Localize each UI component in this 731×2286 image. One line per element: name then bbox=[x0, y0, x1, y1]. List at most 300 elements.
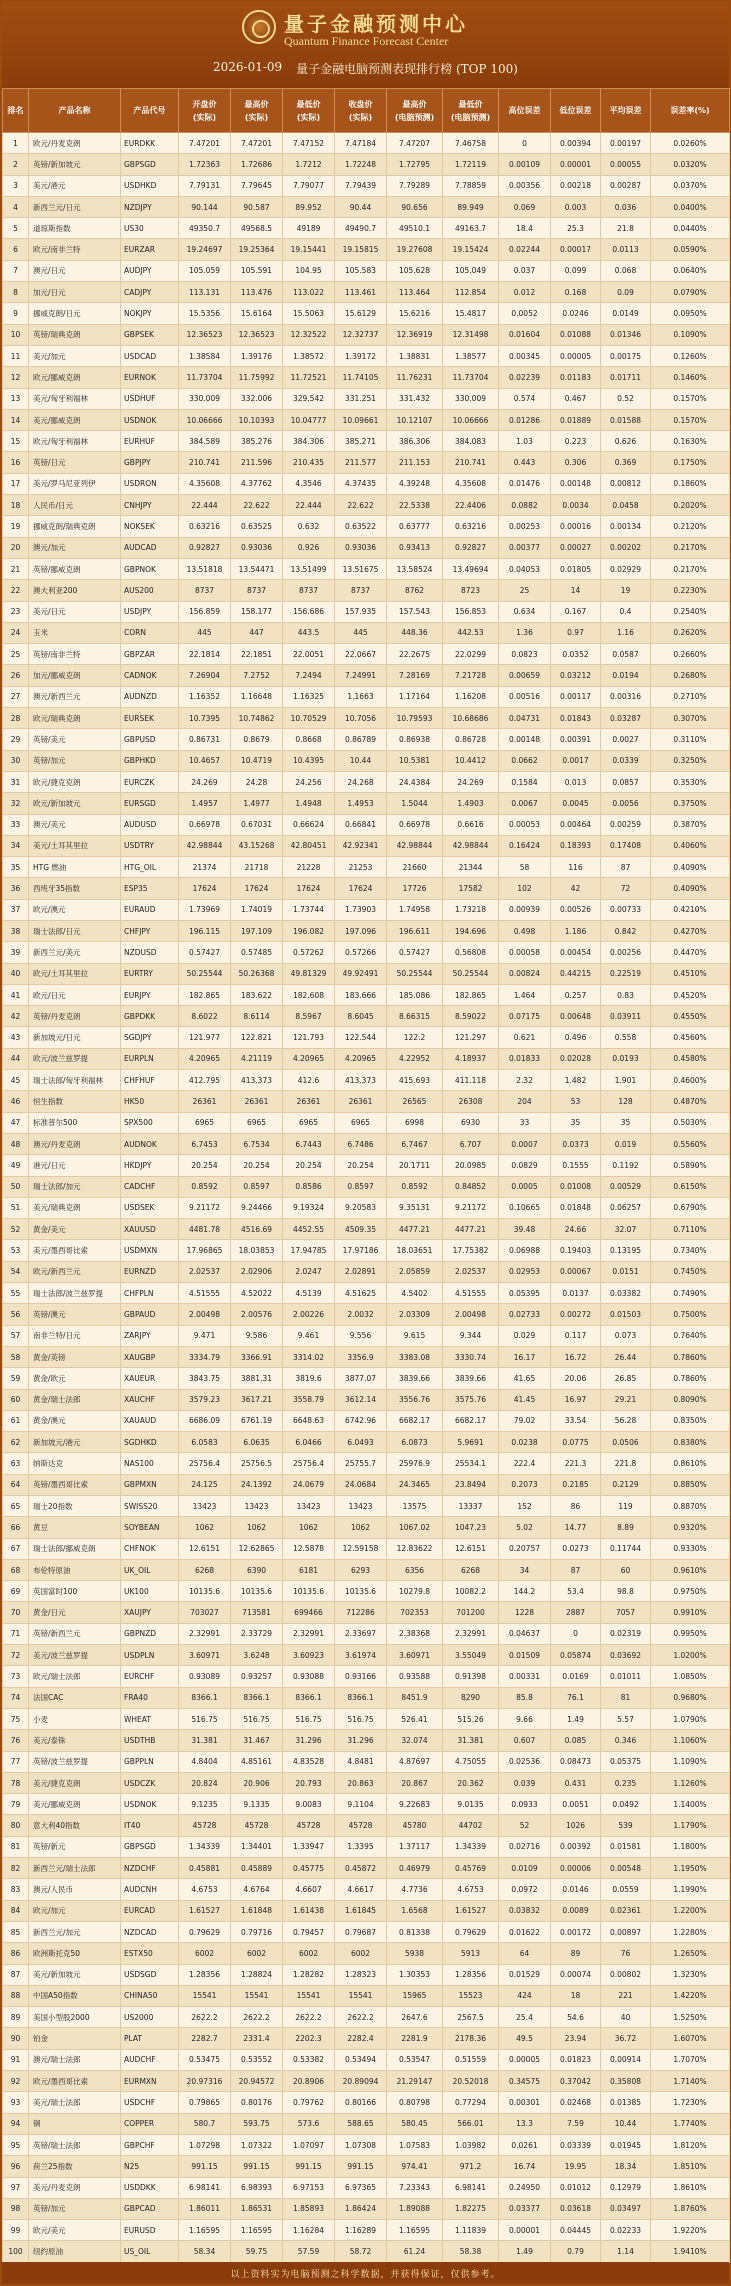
value-cell: 0.0261 bbox=[499, 2134, 551, 2155]
value-cell: 9.0083 bbox=[283, 1794, 335, 1815]
product-code-cell: AUDCNH bbox=[121, 1879, 179, 1900]
table-row bbox=[3, 1879, 730, 1900]
value-cell: 1.72795 bbox=[387, 154, 443, 175]
value-cell: 4477.21 bbox=[387, 1219, 443, 1240]
table-row bbox=[3, 984, 730, 1005]
value-cell: 35 bbox=[601, 1112, 651, 1133]
product-code-cell: NZDUSD bbox=[121, 942, 179, 963]
table-row bbox=[3, 516, 730, 537]
value-cell: 442.53 bbox=[443, 622, 499, 643]
value-cell: 0.306 bbox=[551, 452, 601, 473]
value-cell: 19.95 bbox=[551, 2156, 601, 2177]
value-cell: 1.8510% bbox=[651, 2156, 730, 2177]
value-cell: 4.3546 bbox=[283, 473, 335, 494]
table-row bbox=[3, 963, 730, 984]
value-cell: 13337 bbox=[443, 1496, 499, 1517]
value-cell: 4516.69 bbox=[231, 1219, 283, 1240]
value-cell: 991.15 bbox=[179, 2156, 231, 2177]
rank-cell: 73 bbox=[3, 1666, 29, 1687]
value-cell: 6.7486 bbox=[335, 1133, 387, 1154]
value-cell: 4.51555 bbox=[179, 1283, 231, 1304]
value-cell: 0.2710% bbox=[651, 686, 730, 707]
table-row bbox=[3, 1453, 730, 1474]
value-cell: 0.1192 bbox=[601, 1155, 651, 1176]
value-cell: 7.47201 bbox=[179, 133, 231, 154]
value-cell: 9.19324 bbox=[283, 1197, 335, 1218]
value-cell: 1.1400% bbox=[651, 1794, 730, 1815]
value-cell: 15.5063 bbox=[283, 303, 335, 324]
value-cell: 1.16284 bbox=[283, 2220, 335, 2241]
value-cell: 1.16595 bbox=[231, 2220, 283, 2241]
value-cell: 0.80798 bbox=[387, 2092, 443, 2113]
value-cell: 53.4 bbox=[551, 1581, 601, 1602]
value-cell: 6002 bbox=[335, 1943, 387, 1964]
value-cell: 2622.2 bbox=[231, 2007, 283, 2028]
rank-cell: 45 bbox=[3, 1070, 29, 1091]
value-cell: 3.55049 bbox=[443, 1645, 499, 1666]
value-cell: 526.41 bbox=[387, 1708, 443, 1729]
column-header: 最高价 (实际) bbox=[231, 89, 283, 133]
value-cell: 6.7453 bbox=[179, 1133, 231, 1154]
value-cell: 20.8906 bbox=[283, 2071, 335, 2092]
value-cell: 0.66978 bbox=[387, 814, 443, 835]
product-name-cell: 英国富时100 bbox=[29, 1581, 121, 1602]
value-cell: 4.6753 bbox=[443, 1879, 499, 1900]
value-cell: 9.22683 bbox=[387, 1794, 443, 1815]
value-cell: 0.00659 bbox=[499, 665, 551, 686]
value-cell: 0.0273 bbox=[551, 1538, 601, 1559]
value-cell: 50.26368 bbox=[231, 963, 283, 984]
value-cell: 36.72 bbox=[601, 2028, 651, 2049]
value-cell: 4.35608 bbox=[179, 473, 231, 494]
product-code-cell: GBPJPY bbox=[121, 452, 179, 473]
product-name-cell: 法国CAC bbox=[29, 1687, 121, 1708]
value-cell: 24.3465 bbox=[387, 1474, 443, 1495]
value-cell: 17582 bbox=[443, 878, 499, 899]
value-cell: 2.0032 bbox=[335, 1304, 387, 1325]
value-cell: 6648.63 bbox=[283, 1410, 335, 1431]
table-row bbox=[3, 1283, 730, 1304]
product-name-cell: 中国A50指数 bbox=[29, 1985, 121, 2006]
value-cell: 1.16352 bbox=[179, 686, 231, 707]
product-code-cell: XAUCHF bbox=[121, 1389, 179, 1410]
rank-cell: 21 bbox=[3, 558, 29, 579]
value-cell: 1.73744 bbox=[283, 899, 335, 920]
value-cell: 2.32991 bbox=[443, 1623, 499, 1644]
product-code-cell: CHFJPY bbox=[121, 920, 179, 941]
value-cell: 445 bbox=[335, 622, 387, 643]
value-cell: 1.0200% bbox=[651, 1645, 730, 1666]
table-row bbox=[3, 1708, 730, 1729]
product-name-cell: 英镑/加元 bbox=[29, 2198, 121, 2219]
product-name-cell: 英镑/美元 bbox=[29, 729, 121, 750]
value-cell: 0.4560% bbox=[651, 1027, 730, 1048]
footer-disclaimer: 以上资料实为电脑预测之科学数据，并获得保证，仅供参考。 bbox=[2, 2262, 729, 2284]
value-cell: 1.73903 bbox=[335, 899, 387, 920]
value-cell: 0.53494 bbox=[335, 2049, 387, 2070]
table-row bbox=[3, 409, 730, 430]
value-cell: 102 bbox=[499, 878, 551, 899]
value-cell: 0.9320% bbox=[651, 1517, 730, 1538]
value-cell: 10.04777 bbox=[283, 409, 335, 430]
value-cell: 329.542 bbox=[283, 388, 335, 409]
value-cell: 58.34 bbox=[179, 2241, 231, 2262]
rank-cell: 72 bbox=[3, 1645, 29, 1666]
value-cell: 0.07175 bbox=[499, 1006, 551, 1027]
product-code-cell: EURCAD bbox=[121, 1900, 179, 1921]
value-cell: 6002 bbox=[179, 1943, 231, 1964]
value-cell: 0.00301 bbox=[499, 2092, 551, 2113]
rank-cell: 83 bbox=[3, 1879, 29, 1900]
value-cell: 22.0299 bbox=[443, 644, 499, 665]
product-name-cell: 英镑/新西兰元 bbox=[29, 1623, 121, 1644]
table-row bbox=[3, 1645, 730, 1666]
value-cell: 1.2200% bbox=[651, 1900, 730, 1921]
value-cell: 76.1 bbox=[551, 1687, 601, 1708]
value-cell: 121.977 bbox=[179, 1027, 231, 1048]
value-cell: 0.0045 bbox=[551, 793, 601, 814]
value-cell: 10.79593 bbox=[387, 708, 443, 729]
product-name-cell: 英镑/南非兰特 bbox=[29, 644, 121, 665]
value-cell: 8.89 bbox=[601, 1517, 651, 1538]
product-name-cell: 港元/日元 bbox=[29, 1155, 121, 1176]
value-cell: 0.01843 bbox=[551, 708, 601, 729]
value-cell: 2.38368 bbox=[387, 1623, 443, 1644]
value-cell: 7.78859 bbox=[443, 175, 499, 196]
value-cell: 42.80451 bbox=[283, 835, 335, 856]
product-code-cell: ZARJPY bbox=[121, 1325, 179, 1346]
value-cell: 0.431 bbox=[551, 1772, 601, 1793]
value-cell: 0.57262 bbox=[283, 942, 335, 963]
value-cell: 12.32737 bbox=[335, 324, 387, 345]
value-cell: 703027 bbox=[179, 1602, 231, 1623]
value-cell: 1.86011 bbox=[179, 2198, 231, 2219]
product-name-cell: 欧元/匈牙利福林 bbox=[29, 431, 121, 452]
value-cell: 0.2680% bbox=[651, 665, 730, 686]
value-cell: 0.0052 bbox=[499, 303, 551, 324]
value-cell: 0.02929 bbox=[601, 558, 651, 579]
value-cell: 0.02953 bbox=[499, 1261, 551, 1282]
value-cell: 0.00939 bbox=[499, 899, 551, 920]
value-cell: 158.177 bbox=[231, 601, 283, 622]
value-cell: 0.46979 bbox=[387, 1858, 443, 1879]
product-name-cell: 欧元/捷克克朗 bbox=[29, 771, 121, 792]
value-cell: 0.0662 bbox=[499, 750, 551, 771]
value-cell: 0.44215 bbox=[551, 963, 601, 984]
product-code-cell: SGDJPY bbox=[121, 1027, 179, 1048]
value-cell: 1062 bbox=[231, 1517, 283, 1538]
value-cell: 10082.2 bbox=[443, 1581, 499, 1602]
value-cell: 0.2129 bbox=[601, 1474, 651, 1495]
value-cell: 0.01476 bbox=[499, 473, 551, 494]
value-cell: 21344 bbox=[443, 857, 499, 878]
value-cell: 13.51675 bbox=[335, 558, 387, 579]
rank-cell: 56 bbox=[3, 1304, 29, 1325]
product-code-cell: US_OIL bbox=[121, 2241, 179, 2262]
product-name-cell: 澳元/瑞士法郎 bbox=[29, 2049, 121, 2070]
value-cell: 0.79716 bbox=[231, 1921, 283, 1942]
report-title bbox=[2, 60, 729, 77]
value-cell: 1.36 bbox=[499, 622, 551, 643]
table-row bbox=[3, 920, 730, 941]
value-cell: 10.70529 bbox=[283, 708, 335, 729]
table-row bbox=[3, 1432, 730, 1453]
table-row bbox=[3, 2007, 730, 2028]
value-cell: 0.8850% bbox=[651, 1474, 730, 1495]
value-cell: 516.75 bbox=[335, 1708, 387, 1729]
product-code-cell: NZDCAD bbox=[121, 1921, 179, 1942]
value-cell: 539 bbox=[601, 1815, 651, 1836]
value-cell: 89 bbox=[551, 1943, 601, 1964]
value-cell: 121.793 bbox=[283, 1027, 335, 1048]
value-cell: 122.544 bbox=[335, 1027, 387, 1048]
value-cell: 3556.76 bbox=[387, 1389, 443, 1410]
value-cell: 7.23343 bbox=[387, 2177, 443, 2198]
value-cell: 0.00005 bbox=[499, 2049, 551, 2070]
value-cell: 15.6129 bbox=[335, 303, 387, 324]
product-code-cell: GBPUSD bbox=[121, 729, 179, 750]
product-name-cell: 英镑/瑞典克朗 bbox=[29, 324, 121, 345]
product-code-cell: USDTHB bbox=[121, 1730, 179, 1751]
value-cell: 991.15 bbox=[283, 2156, 335, 2177]
value-cell: 0.5030% bbox=[651, 1112, 730, 1133]
table-row bbox=[3, 367, 730, 388]
rank-cell: 27 bbox=[3, 686, 29, 707]
product-code-cell: EURNOK bbox=[121, 367, 179, 388]
value-cell: 39.48 bbox=[499, 1219, 551, 1240]
value-cell: 0.10665 bbox=[499, 1197, 551, 1218]
value-cell: 0.01385 bbox=[601, 2092, 651, 2113]
rank-cell: 12 bbox=[3, 367, 29, 388]
value-cell: 0.1860% bbox=[651, 473, 730, 494]
value-cell: 0.63525 bbox=[231, 516, 283, 537]
value-cell: 72 bbox=[601, 878, 651, 899]
value-cell: 0.8610% bbox=[651, 1453, 730, 1474]
product-code-cell: HKDJPY bbox=[121, 1155, 179, 1176]
column-header: 误差率(%) bbox=[651, 89, 730, 133]
value-cell: 0.842 bbox=[601, 920, 651, 941]
value-cell: 0.92827 bbox=[179, 537, 231, 558]
value-cell: 0.7110% bbox=[651, 1219, 730, 1240]
value-cell: 197.109 bbox=[231, 920, 283, 941]
value-cell: 157.935 bbox=[335, 601, 387, 622]
rank-cell: 68 bbox=[3, 1559, 29, 1580]
value-cell: 8290 bbox=[443, 1687, 499, 1708]
value-cell: 0.01183 bbox=[551, 367, 601, 388]
value-cell: 1.38831 bbox=[387, 345, 443, 366]
value-cell: 2.32991 bbox=[283, 1623, 335, 1644]
product-code-cell: USDNOK bbox=[121, 409, 179, 430]
value-cell: 0.019 bbox=[601, 1133, 651, 1154]
value-cell: 3843.75 bbox=[179, 1368, 231, 1389]
value-cell: 6965 bbox=[231, 1112, 283, 1133]
rank-cell: 66 bbox=[3, 1517, 29, 1538]
value-cell: 49189 bbox=[283, 218, 335, 239]
value-cell: 443.5 bbox=[283, 622, 335, 643]
value-cell: 105.628 bbox=[387, 260, 443, 281]
value-cell: 385.271 bbox=[335, 431, 387, 452]
value-cell: 3.61974 bbox=[335, 1645, 387, 1666]
value-cell: 0.0933 bbox=[499, 1794, 551, 1815]
value-cell: 24.269 bbox=[443, 771, 499, 792]
value-cell: 4.83528 bbox=[283, 1751, 335, 1772]
product-name-cell: 恒生指数 bbox=[29, 1091, 121, 1112]
rank-cell: 67 bbox=[3, 1538, 29, 1559]
rank-cell: 52 bbox=[3, 1219, 29, 1240]
product-name-cell: 澳元/人民币 bbox=[29, 1879, 121, 1900]
product-name-cell: 铜 bbox=[29, 2113, 121, 2134]
table-row bbox=[3, 601, 730, 622]
value-cell: 24.4384 bbox=[387, 771, 443, 792]
value-cell: 0.0950% bbox=[651, 303, 730, 324]
rank-cell: 55 bbox=[3, 1283, 29, 1304]
product-code-cell: GBPSEK bbox=[121, 324, 179, 345]
value-cell: 49163.7 bbox=[443, 218, 499, 239]
table-row bbox=[3, 1687, 730, 1708]
table-row bbox=[3, 1346, 730, 1367]
value-cell: 7.2494 bbox=[283, 665, 335, 686]
value-cell: 0.04445 bbox=[551, 2220, 601, 2241]
value-cell: 58 bbox=[499, 857, 551, 878]
value-cell: 332.006 bbox=[231, 388, 283, 409]
value-cell: 1.34339 bbox=[179, 1836, 231, 1857]
value-cell: 6.98393 bbox=[231, 2177, 283, 2198]
value-cell: 1.38572 bbox=[283, 345, 335, 366]
table-row bbox=[3, 1219, 730, 1240]
value-cell: 0.4090% bbox=[651, 857, 730, 878]
table-row bbox=[3, 2071, 730, 2092]
product-name-cell: 挪威克朗/瑞典克朗 bbox=[29, 516, 121, 537]
product-code-cell: GBPSGD bbox=[121, 154, 179, 175]
value-cell: 4.52022 bbox=[231, 1283, 283, 1304]
table-row bbox=[3, 2113, 730, 2134]
value-cell: 0.01823 bbox=[551, 2049, 601, 2070]
product-code-cell: USDHKD bbox=[121, 175, 179, 196]
value-cell: 0.45889 bbox=[231, 1858, 283, 1879]
value-cell: 1.7212 bbox=[283, 154, 335, 175]
value-cell: 122.2 bbox=[387, 1027, 443, 1048]
value-cell: 516.75 bbox=[231, 1708, 283, 1729]
table-row bbox=[3, 431, 730, 452]
value-cell: 1.72686 bbox=[231, 154, 283, 175]
value-cell: 701200 bbox=[443, 1602, 499, 1623]
rank-cell: 64 bbox=[3, 1474, 29, 1495]
value-cell: 0.467 bbox=[551, 388, 601, 409]
value-cell: 10.5381 bbox=[387, 750, 443, 771]
value-cell: 196.115 bbox=[179, 920, 231, 941]
value-cell: 24.125 bbox=[179, 1474, 231, 1495]
value-cell: 49510.1 bbox=[387, 218, 443, 239]
value-cell: 0.00109 bbox=[499, 154, 551, 175]
value-cell: 330.009 bbox=[443, 388, 499, 409]
value-cell: 20.06 bbox=[551, 1368, 601, 1389]
value-cell: 12.31498 bbox=[443, 324, 499, 345]
value-cell: 0.03212 bbox=[551, 665, 601, 686]
value-cell: 0.02233 bbox=[601, 2220, 651, 2241]
value-cell: 31.381 bbox=[179, 1730, 231, 1751]
value-cell: 1.4948 bbox=[283, 793, 335, 814]
value-cell: 182.865 bbox=[443, 984, 499, 1005]
value-cell: 6.7534 bbox=[231, 1133, 283, 1154]
rank-cell: 74 bbox=[3, 1687, 29, 1708]
value-cell: 204 bbox=[499, 1091, 551, 1112]
product-code-cell: CHINA50 bbox=[121, 1985, 179, 2006]
product-name-cell: 铂金 bbox=[29, 2028, 121, 2049]
rank-cell: 84 bbox=[3, 1900, 29, 1921]
value-cell: 22.1814 bbox=[179, 644, 231, 665]
value-cell: 2887 bbox=[551, 1602, 601, 1623]
value-cell: 1.482 bbox=[551, 1070, 601, 1091]
value-cell: 1.16595 bbox=[387, 2220, 443, 2241]
value-cell: 20.867 bbox=[387, 1772, 443, 1793]
rank-cell: 58 bbox=[3, 1346, 29, 1367]
product-name-cell: 瑞士20指数 bbox=[29, 1496, 121, 1517]
value-cell: 1.7740% bbox=[651, 2113, 730, 2134]
value-cell: 0.574 bbox=[499, 388, 551, 409]
value-cell: 0.0320% bbox=[651, 154, 730, 175]
value-cell: 0.79629 bbox=[443, 1921, 499, 1942]
value-cell: 0.0370% bbox=[651, 175, 730, 196]
value-cell: 20.362 bbox=[443, 1772, 499, 1793]
value-cell: 18.03651 bbox=[387, 1240, 443, 1261]
value-cell: 7.79645 bbox=[231, 175, 283, 196]
value-cell: 580.45 bbox=[387, 2113, 443, 2134]
value-cell: 43.15268 bbox=[231, 835, 283, 856]
table-row bbox=[3, 750, 730, 771]
rank-cell: 18 bbox=[3, 495, 29, 516]
rank-cell: 22 bbox=[3, 580, 29, 601]
value-cell: 7.47201 bbox=[231, 133, 283, 154]
value-cell: 4.37762 bbox=[231, 473, 283, 494]
table-row bbox=[3, 1027, 730, 1048]
value-cell: 16.72 bbox=[551, 1346, 601, 1367]
table-row bbox=[3, 729, 730, 750]
product-name-cell: 荷兰25指数 bbox=[29, 2156, 121, 2177]
value-cell: 13.3 bbox=[499, 2113, 551, 2134]
value-cell: 0.00287 bbox=[601, 175, 651, 196]
value-cell: 991.15 bbox=[231, 2156, 283, 2177]
value-cell: 0.926 bbox=[283, 537, 335, 558]
logo-icon bbox=[242, 10, 276, 44]
product-code-cell: EURJPY bbox=[121, 984, 179, 1005]
product-name-cell: 意大利40指数 bbox=[29, 1815, 121, 1836]
value-cell: 1026 bbox=[551, 1815, 601, 1836]
table-row bbox=[3, 324, 730, 345]
column-header: 高位误差 bbox=[499, 89, 551, 133]
product-name-cell: 英镑/墨西哥比索 bbox=[29, 1474, 121, 1495]
value-cell: 0.63777 bbox=[387, 516, 443, 537]
table-row bbox=[3, 1410, 730, 1431]
product-name-cell: 美元/瑞典克朗 bbox=[29, 1197, 121, 1218]
value-cell: 6.7443 bbox=[283, 1133, 335, 1154]
product-code-cell: CADNOK bbox=[121, 665, 179, 686]
rank-cell: 42 bbox=[3, 1006, 29, 1027]
product-name-cell: 欧元/瑞士法郎 bbox=[29, 1666, 121, 1687]
value-cell: 1.30353 bbox=[387, 1964, 443, 1985]
value-cell: 3330.74 bbox=[443, 1346, 499, 1367]
value-cell: 221.8 bbox=[601, 1453, 651, 1474]
value-cell: 31.381 bbox=[443, 1730, 499, 1751]
value-cell: 1.73218 bbox=[443, 899, 499, 920]
value-cell: 0.00394 bbox=[551, 133, 601, 154]
product-name-cell: 澳元/美元 bbox=[29, 814, 121, 835]
table-row bbox=[3, 1666, 730, 1687]
value-cell: 0.01805 bbox=[551, 558, 601, 579]
table-row bbox=[3, 558, 730, 579]
rank-cell: 40 bbox=[3, 963, 29, 984]
product-name-cell: 欧元/挪威克朗 bbox=[29, 367, 121, 388]
product-name-cell: 道琼斯指数 bbox=[29, 218, 121, 239]
